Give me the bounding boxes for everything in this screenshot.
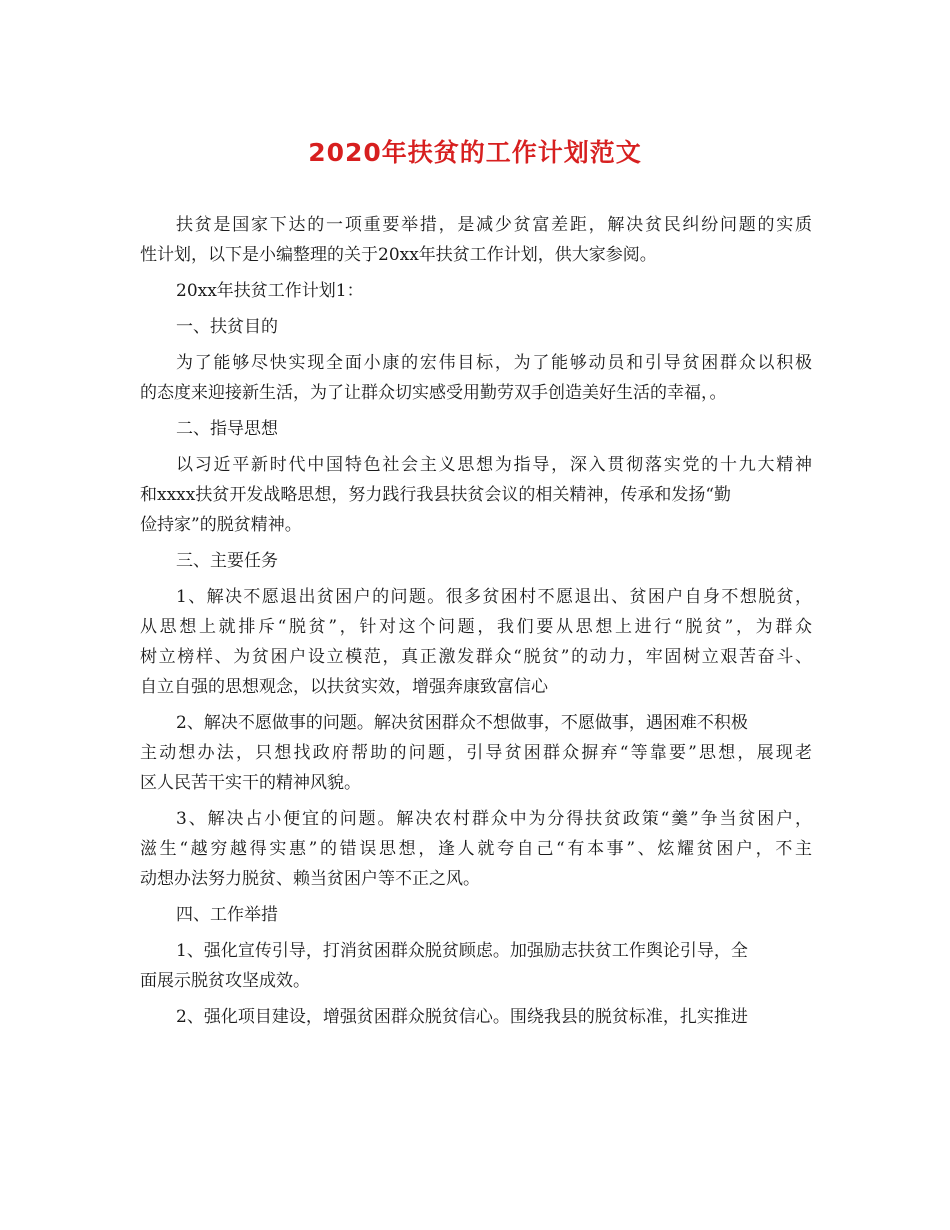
paragraph-line: 一、扶贫目的 (176, 317, 278, 337)
paragraph-line: 和xxxx扶贫开发战略思想，努力践行我县扶贫会议的相关精神，传承和发扬“勤 (140, 485, 732, 505)
paragraph-line: 四、工作举措 (176, 905, 278, 925)
paragraph-line: 动想办法努力脱贫、赖当贫困户等不正之风。 (140, 869, 480, 889)
paragraph-line: 为了能够尽快实现全面小康的宏伟目标，为了能够动员和引导贫困群众以积极 (176, 353, 812, 373)
paragraph-line: 俭持家”的脱贫精神。 (140, 515, 302, 535)
paragraph-line: 扶贫是国家下达的一项重要举措，是减少贫富差距，解决贫民纠纷问题的实质 (176, 215, 812, 235)
paragraph-line: 3、解决占小便宜的问题。解决农村群众中为分得扶贫政策“羹”争当贫困户， (176, 809, 812, 829)
paragraph-line: 的态度来迎接新生活，为了让群众切实感受用勤劳双手创造美好生活的幸福，。 (140, 383, 727, 403)
paragraph-line: 从思想上就排斥“脱贫”，针对这个问题，我们要从思想上进行“脱贫”，为群众 (140, 617, 812, 637)
paragraph-line: 滋生“越穷越得实惠”的错误思想，逢人就夸自己“有本事”、炫耀贫困户，不主 (140, 839, 812, 859)
paragraph-line: 主动想办法，只想找政府帮助的问题，引导贫困群众摒弃“等靠要”思想，展现老 (140, 743, 812, 763)
document-title: 2020年扶贫的工作计划范文 (308, 138, 642, 167)
paragraph-line: 自立自强的思想观念，以扶贫实效，增强奔康致富信心 (140, 677, 548, 697)
paragraph-line: 1、强化宣传引导，打消贫困群众脱贫顾虑。加强励志扶贫工作舆论引导，全 (176, 941, 748, 961)
paragraph-line: 20xx年扶贫工作计划1： (176, 281, 364, 301)
paragraph-line: 区人民苦干实干的精神风貌。 (140, 773, 361, 793)
paragraph-line: 三、主要任务 (176, 551, 278, 571)
paragraph-line: 2、解决不愿做事的问题。解决贫困群众不想做事，不愿做事，遇困难不积极 (176, 713, 748, 733)
paragraph-line: 2、强化项目建设，增强贫困群众脱贫信心。围绕我县的脱贫标准，扎实推进 (176, 1007, 748, 1027)
document-body (140, 210, 812, 1032)
paragraph-line: 面展示脱贫攻坚成效。 (140, 971, 310, 991)
paragraph-line: 树立榜样、为贫困户设立模范，真正激发群众“脱贫”的动力，牢固树立艰苦奋斗、 (140, 647, 812, 667)
paragraph-line: 以习近平新时代中国特色社会主义思想为指导，深入贯彻落实党的十九大精神 (176, 455, 812, 475)
paragraph-line: 二、指导思想 (176, 419, 278, 439)
paragraph-line: 1、解决不愿退出贫困户的问题。很多贫困村不愿退出、贫困户自身不想脱贫， (176, 587, 812, 607)
paragraph-line: 性计划，以下是小编整理的关于20xx年扶贫工作计划，供大家参阅。 (140, 245, 657, 265)
